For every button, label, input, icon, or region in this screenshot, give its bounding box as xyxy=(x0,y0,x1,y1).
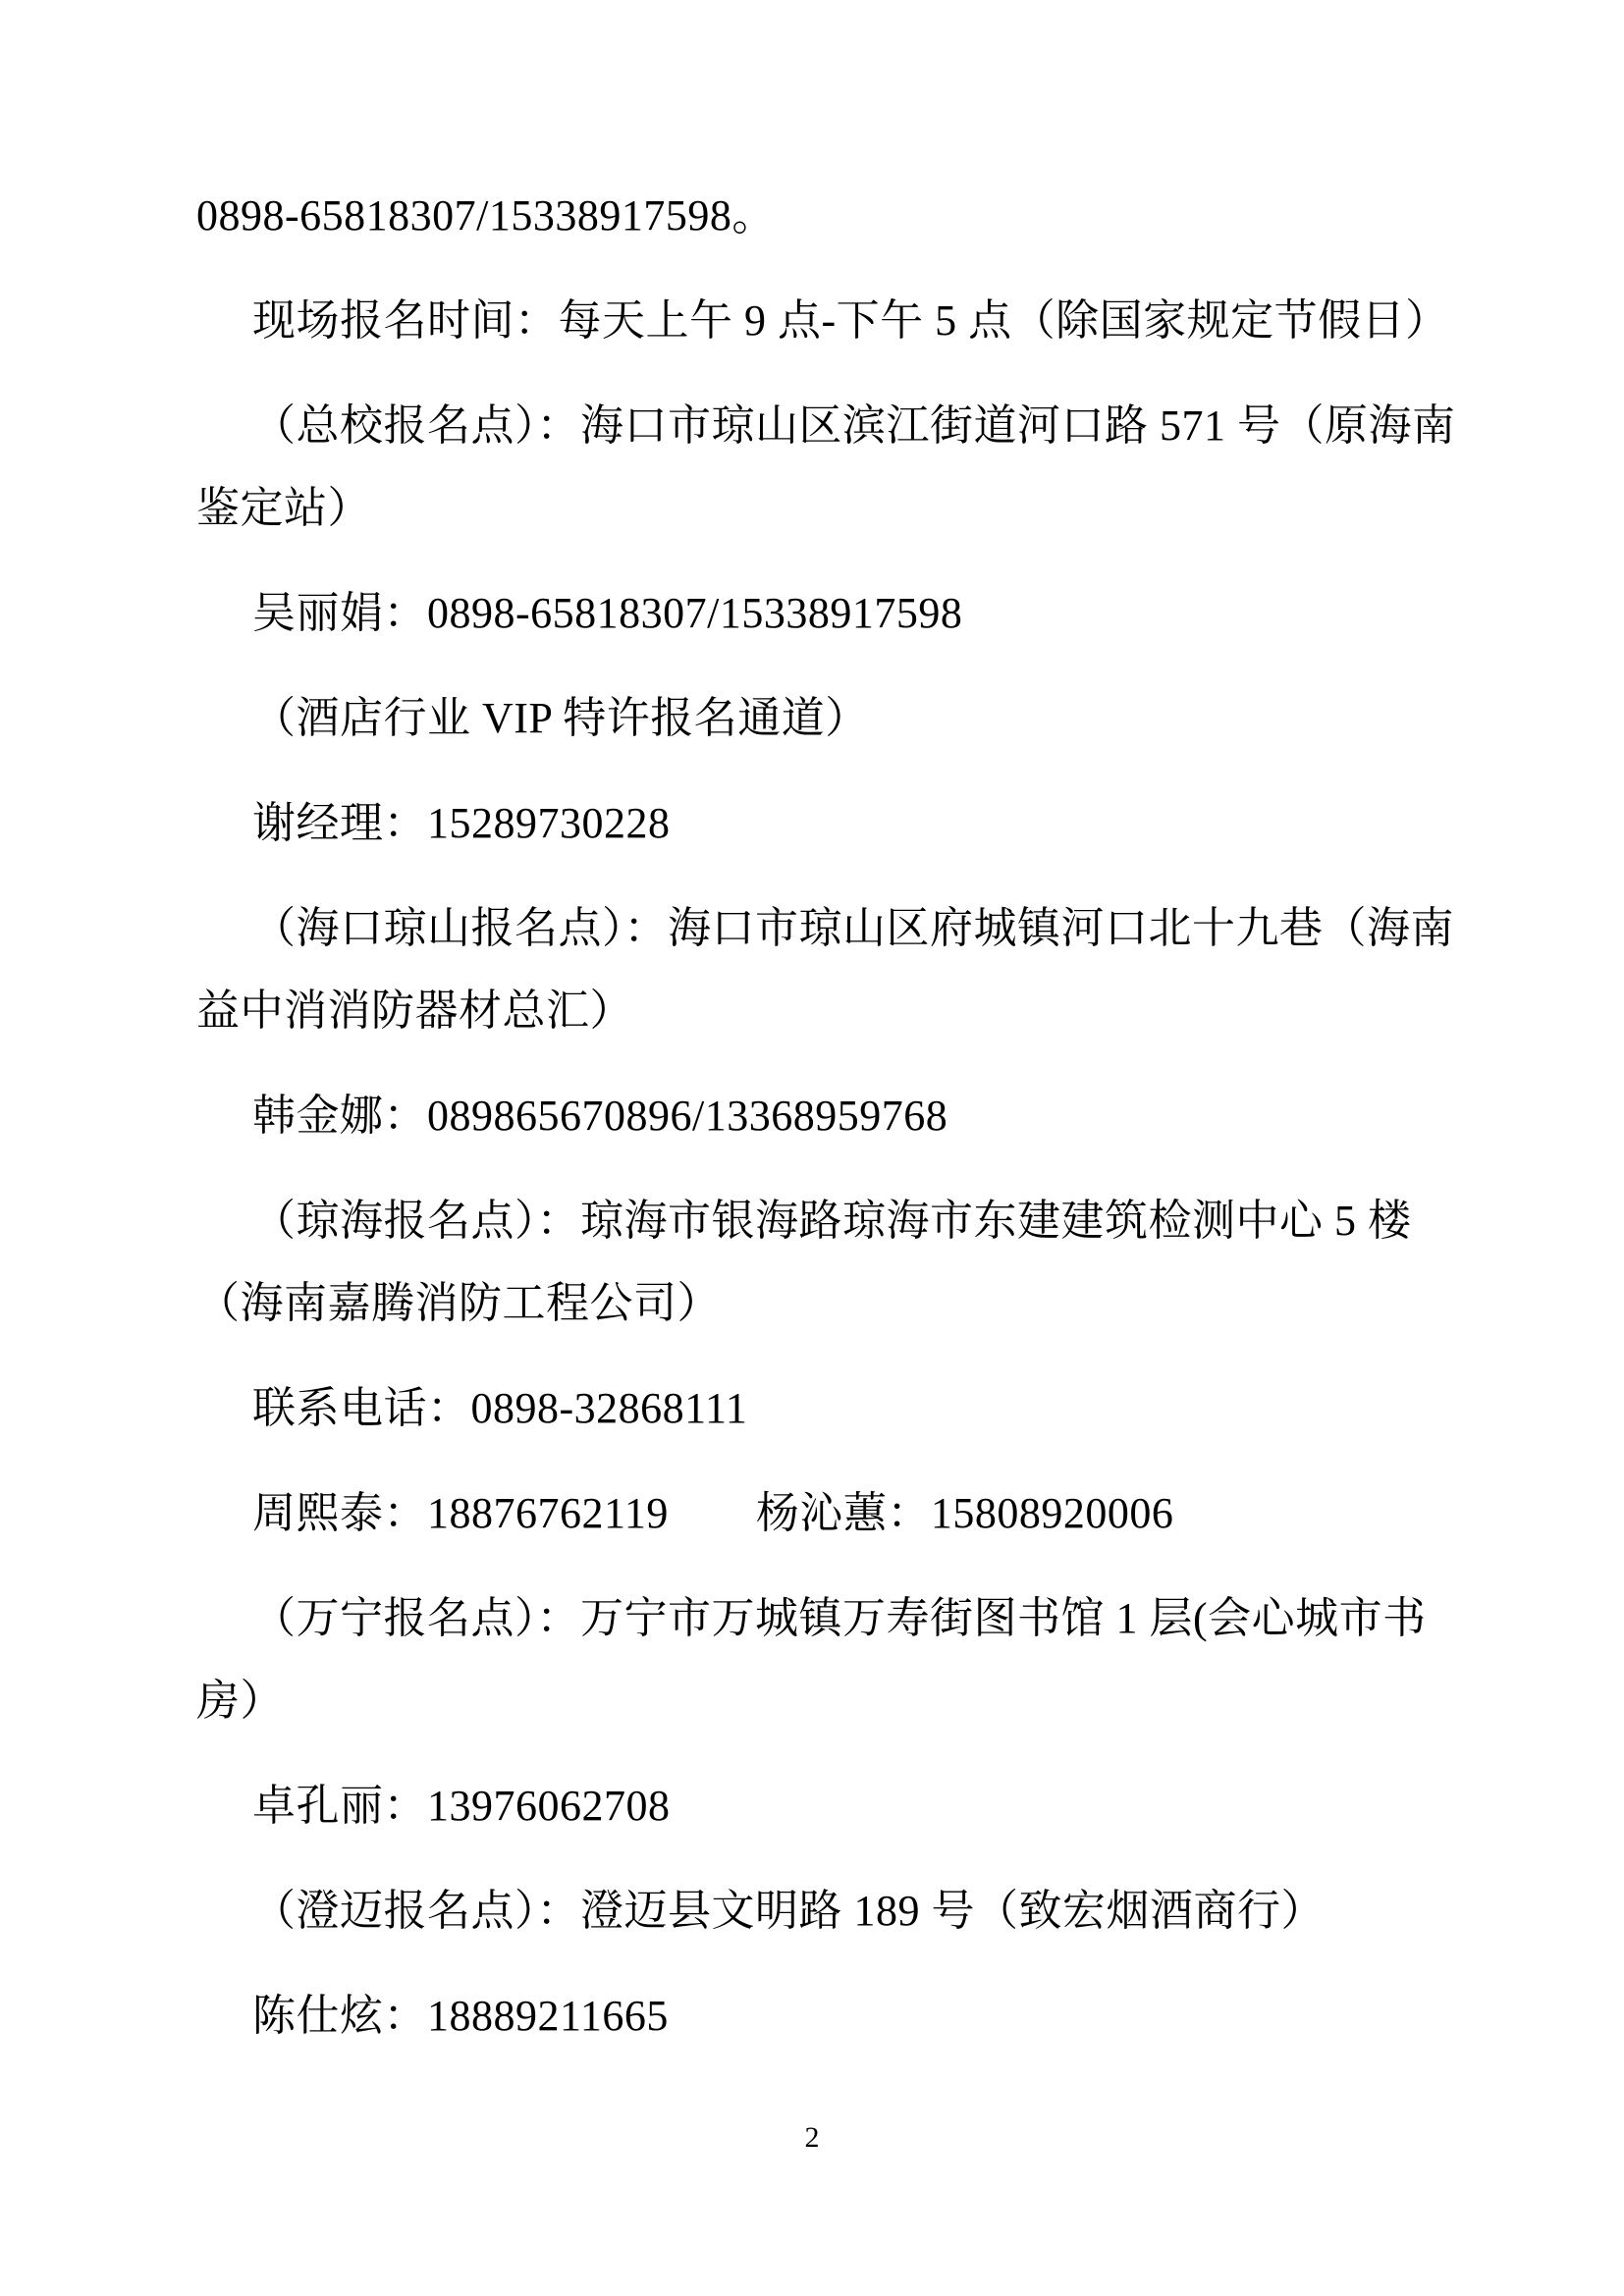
text-line-wanning-point-wrap: 房） xyxy=(196,1677,284,1725)
text-line-contact-zhuokongli: 卓孔丽：13976062708 xyxy=(252,1782,671,1830)
text-line-onsite-time: 现场报名时间：每天上午 9 点-下午 5 点（除国家规定节假日） xyxy=(252,296,1449,345)
text-line-contact-manager-xie: 谢经理：15289730228 xyxy=(252,799,671,847)
text-line-qionghai-point-address: （琼海报名点）：琼海市银海路琼海市东建建筑检测中心 5 楼 xyxy=(252,1197,1412,1245)
text-line-hq-point-address: （总校报名点）：海口市琼山区滨江街道河口路 571 号（原海南 xyxy=(252,401,1456,450)
text-line-hq-point-wrap: 鉴定站） xyxy=(196,484,371,532)
text-line-contact-wulijuan: 吴丽娟：0898-65818307/15338917598 xyxy=(252,589,963,637)
text-line-contact-chenshixuan: 陈仕炫：18889211665 xyxy=(252,1992,669,2040)
text-line-qionghai-point-wrap: （海南嘉腾消防工程公司） xyxy=(196,1279,721,1327)
text-line-contact-hanjinna: 韩金娜：089865670896/13368959768 xyxy=(252,1092,948,1140)
text-line-wanning-point-address: （万宁报名点）：万宁市万城镇万寿街图书馆 1 层(会心城市书 xyxy=(252,1594,1427,1642)
text-line-contact-zhou-yang: 周熙泰：18876762119 杨沁蕙：15808920006 xyxy=(252,1489,1174,1537)
text-line-phone-continuation: 0898-65818307/15338917598。 xyxy=(196,191,776,240)
text-line-contact-phone: 联系电话：0898-32868111 xyxy=(252,1384,748,1432)
document-body xyxy=(196,175,1506,2057)
text-line-chengmai-point-address: （澄迈报名点）：澄迈县文明路 189 号（致宏烟酒商行） xyxy=(252,1887,1325,1935)
text-line-hotel-vip-channel: （酒店行业 VIP 特许报名通道） xyxy=(252,694,869,742)
text-line-qiongshan-point-wrap: 益中消消防器材总汇） xyxy=(196,987,633,1035)
text-line-qiongshan-point-address: （海口琼山报名点）：海口市琼山区府城镇河口北十九巷（海南 xyxy=(252,904,1454,952)
page-number: 2 xyxy=(804,2121,820,2154)
